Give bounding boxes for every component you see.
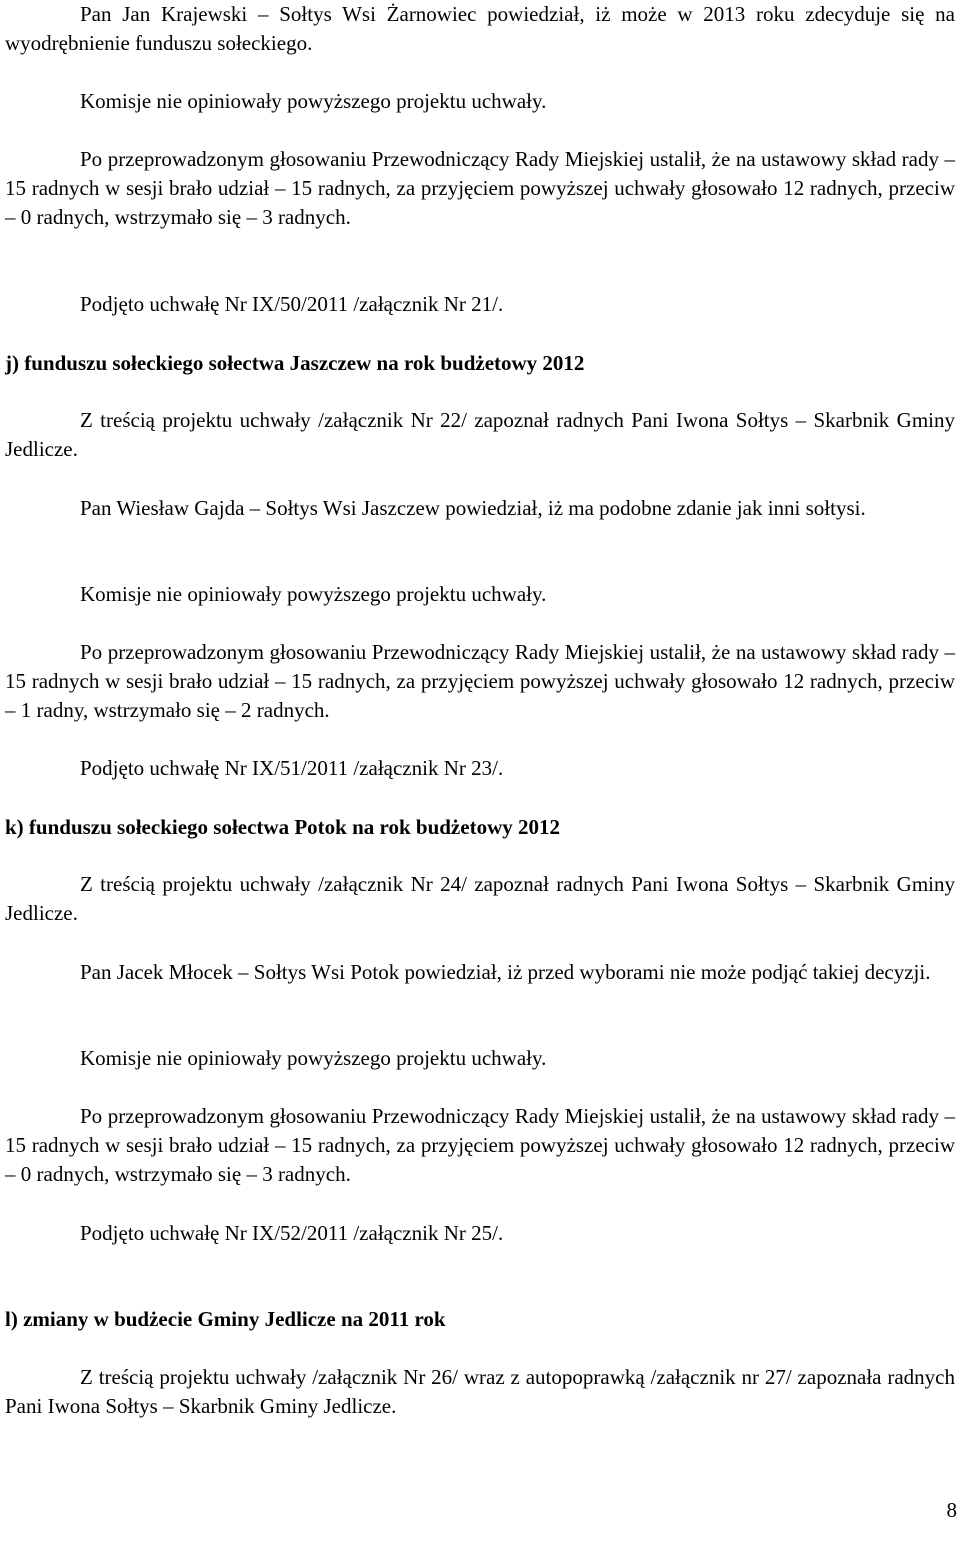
paragraph-project-presented: Z treścią projektu uchwały /załącznik Nr 24/ zapoznał radnych Pani Iwona Sołtys – Skarbnik Gminy Jedlicze. xyxy=(5,872,955,925)
paragraph-resolution-adopted: Podjęto uchwałę Nr IX/51/2011 /załącznik Nr 23/. xyxy=(80,756,504,780)
paragraph-gajda-statement: Pan Wiesław Gajda – Sołtys Wsi Jaszczew powiedział, iż ma podobne zdanie jak inni sołtysi. xyxy=(80,496,866,520)
paragraph-project-presented: Z treścią projektu uchwały /załącznik Nr 22/ zapoznał radnych Pani Iwona Sołtys – Skarbnik Gminy Jedlicze. xyxy=(5,408,955,461)
section-heading-j: j) funduszu sołeckiego sołectwa Jaszczew na rok budżetowy 2012 xyxy=(5,351,585,375)
paragraph-vote-result: Po przeprowadzonym głosowaniu Przewodniczący Rady Miejskiej ustalił, że na ustawowy skład rady – 15 radnych w sesji brało udział – 15 radnych, za przyjęciem powyższej uchwały głosowało 12 radnych, przeciw – 0 radnych, wstrzymało się – 3 radnych. xyxy=(5,1104,955,1186)
section-heading-k: k) funduszu sołeckiego sołectwa Potok na rok budżetowy 2012 xyxy=(5,815,560,839)
section-heading-l: l) zmiany w budżecie Gminy Jedlicze na 2011 rok xyxy=(5,1307,446,1331)
page-number: 8 xyxy=(946,1498,957,1522)
paragraph-committees-no-opinion: Komisje nie opiniowały powyższego projektu uchwały. xyxy=(80,89,547,113)
paragraph-resolution-adopted: Podjęto uchwałę Nr IX/50/2011 /załącznik Nr 21/. xyxy=(80,292,504,316)
paragraph-krajewski-statement: Pan Jan Krajewski – Sołtys Wsi Żarnowiec powiedział, iż może w 2013 roku zdecyduje się na wyodrębnienie funduszu sołeckiego. xyxy=(5,2,955,55)
paragraph-mlocek-statement: Pan Jacek Młocek – Sołtys Wsi Potok powiedział, iż przed wyborami nie może podjąć takiej decyzji. xyxy=(80,960,931,984)
paragraph-resolution-adopted: Podjęto uchwałę Nr IX/52/2011 /załącznik Nr 25/. xyxy=(80,1221,504,1245)
paragraph-vote-result: Po przeprowadzonym głosowaniu Przewodniczący Rady Miejskiej ustalił, że na ustawowy skład rady – 15 radnych w sesji brało udział – 15 radnych, za przyjęciem powyższej uchwały głosowało 12 radnych, przeciw – 0 radnych, wstrzymało się – 3 radnych. xyxy=(5,147,955,229)
paragraph-budget-project-presented: Z treścią projektu uchwały /załącznik Nr 26/ wraz z autopoprawką /załącznik nr 27/ zapoznała radnych Pani Iwona Sołtys – Skarbnik Gminy Jedlicze. xyxy=(5,1365,955,1418)
paragraph-committees-no-opinion: Komisje nie opiniowały powyższego projektu uchwały. xyxy=(80,1046,547,1070)
paragraph-vote-result: Po przeprowadzonym głosowaniu Przewodniczący Rady Miejskiej ustalił, że na ustawowy skład rady – 15 radnych w sesji brało udział – 15 radnych, za przyjęciem powyższej uchwały głosowało 12 radnych, przeciw – 1 radny, wstrzymało się – 2 radnych. xyxy=(5,640,955,722)
paragraph-committees-no-opinion: Komisje nie opiniowały powyższego projektu uchwały. xyxy=(80,582,547,606)
